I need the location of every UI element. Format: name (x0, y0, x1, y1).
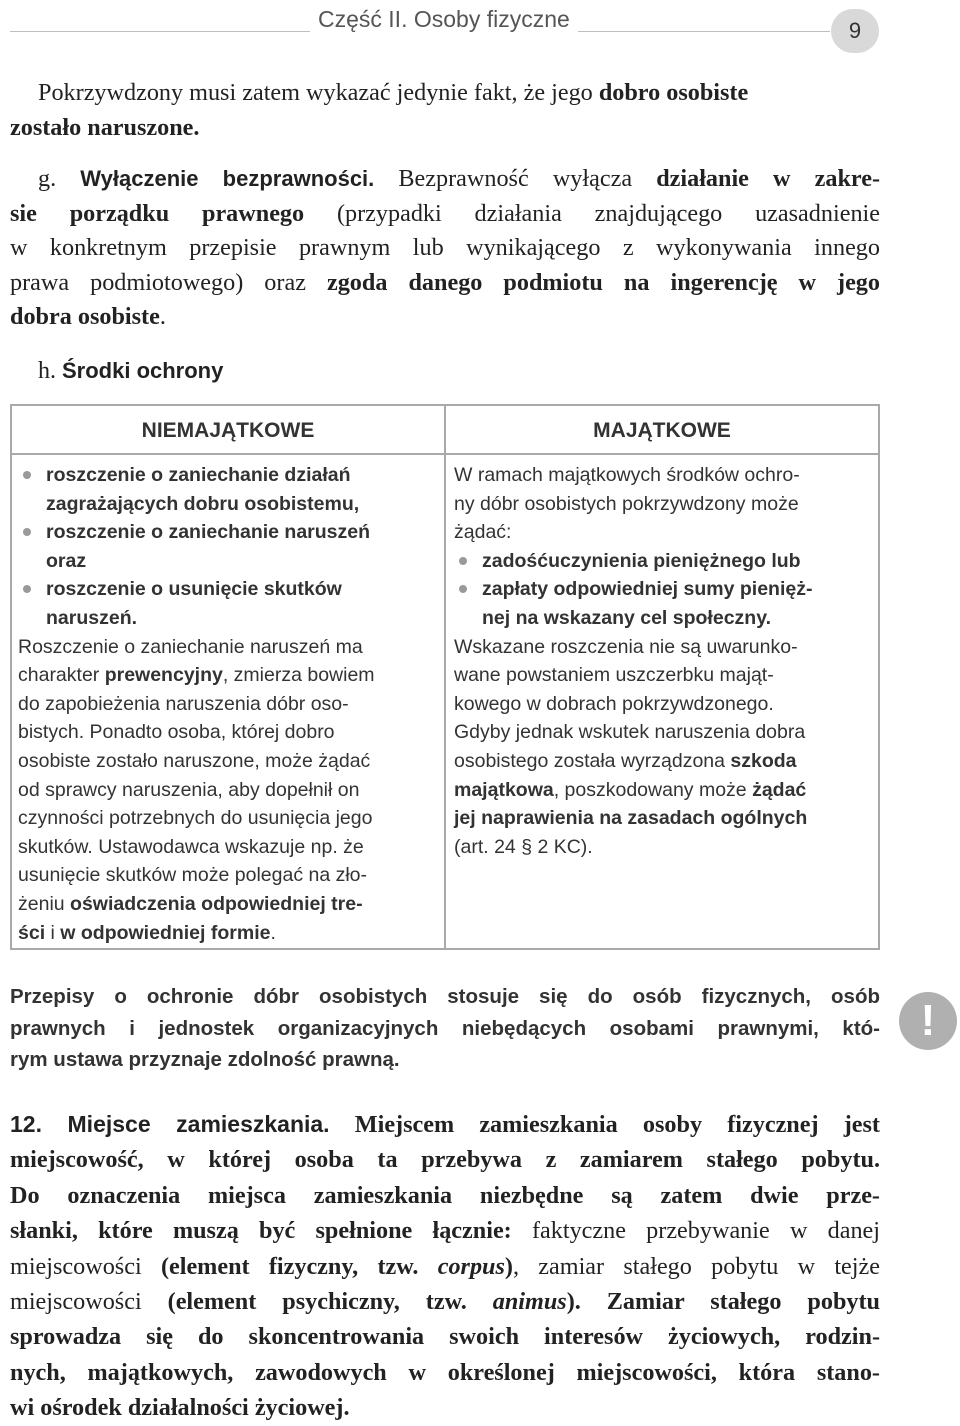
section-g-bold: zgoda danego podmiotu na ingerencję w jego (326, 268, 880, 296)
text-line: od sprawcy naruszenia, aby dopełnił on (18, 778, 360, 801)
page-number: 9 (831, 9, 879, 53)
text-line: osobistego została wyrządzona (454, 749, 731, 772)
section-12-line-1 (10, 1107, 880, 1142)
section-g-text: Bezprawność wyłącza (374, 165, 657, 192)
text-line: skutków. Ustawodawca wskazuje np. że (18, 835, 364, 858)
section-12-line-2 (10, 1142, 880, 1177)
property-intro (454, 461, 870, 547)
section-12-italic: animus (492, 1288, 567, 1316)
text-line: Roszczenie o zaniechanie naruszeń ma (18, 635, 363, 658)
section-12-bold: ). Zamiar stałego pobytu (566, 1288, 880, 1316)
section-12-line-5 (10, 1249, 880, 1284)
section-12-line-7 (10, 1319, 880, 1354)
section-g-line-3: w konkretnym przepisie prawnym lub wynikającego z wykonywania innego (10, 234, 880, 261)
text-line: Wskazane roszczenia nie są uwarunko- (454, 635, 798, 658)
section-g-paragraph (10, 162, 880, 335)
text-bold: szkoda (730, 749, 797, 772)
table-column-non-property (18, 461, 430, 947)
table-header-non-property: NIEMAJĄTKOWE (141, 419, 315, 442)
text-line: . (270, 921, 276, 944)
section-g-label: g. (38, 165, 81, 192)
section-g-line-5 (10, 300, 880, 335)
section-12-bold: (element psychiczny, tzw. (167, 1288, 493, 1316)
section-12-bold: miejscowość, w której osoba ta przebywa z zamiarem stałego pobytu. (10, 1146, 880, 1174)
list-item-text: roszczenie o zaniechanie naruszeń (46, 521, 371, 544)
text-line: ny dóbr osobistych pokrzywdzony może (454, 492, 799, 515)
table-column-divider (444, 406, 446, 948)
property-description (454, 633, 870, 862)
note-line: Przepisy o ochronie dóbr osobistych stosuje się do osób fizycznych, osób (10, 985, 880, 1008)
text-bold: majątkowa (454, 778, 554, 801)
section-12-text: , zamiar stałego pobytu w tejże (512, 1252, 880, 1280)
intro-paragraph (10, 76, 880, 145)
text-line: żeniu (18, 892, 71, 915)
protection-measures-table (10, 404, 880, 950)
section-12-text: miejscowości (10, 1252, 161, 1280)
section-g-line-4 (10, 266, 880, 301)
non-property-claims-list (18, 461, 430, 633)
section-12-bold: Do oznaczenia miejsca zamieszkania niezbędne są zatem dwie prze- (10, 1181, 880, 1209)
list-item (18, 461, 430, 518)
list-item-text: roszczenie o zaniechanie działań (46, 464, 351, 486)
text-line: osobiste zostało naruszone, może żądać (18, 749, 371, 772)
section-12-line-3 (10, 1178, 880, 1213)
intro-bold-2: zostało naruszone. (10, 113, 200, 141)
table-header-property: MAJĄTKOWE (593, 419, 731, 442)
section-12-title: Miejsce zamieszkania. (67, 1111, 330, 1137)
list-item-text: nej na wskazany cel społeczny. (482, 606, 772, 629)
section-12-line-9 (10, 1390, 880, 1425)
list-item-text: roszczenie o usunięcie skutków (46, 578, 342, 601)
section-g-bold: działanie w zakre- (656, 165, 881, 192)
bullet-icon (459, 585, 467, 593)
list-item-text: zagrażających dobru osobistemu, (46, 492, 360, 515)
bullet-icon (23, 528, 31, 536)
exclamation-icon: ! (899, 992, 957, 1050)
section-g-text: . (159, 303, 166, 330)
section-12-bold: słanki, które muszą być spełnione łącznie: (10, 1217, 512, 1245)
list-item (18, 575, 430, 632)
text-line: W ramach majątkowych środków ochro- (454, 464, 800, 486)
text-line: żądać: (454, 521, 512, 544)
section-12-bold: wi ośrodek działalności życiowej. (10, 1394, 350, 1422)
list-item (454, 547, 870, 576)
text-line: i (45, 921, 61, 944)
list-item-text: zapłaty odpowiedniej sumy pienięż- (482, 578, 813, 601)
section-12-number: 12. (10, 1111, 68, 1137)
non-property-description (18, 633, 430, 948)
legal-note (10, 981, 880, 1076)
section-g-line-2 (10, 197, 880, 232)
text-line: , zmierza bowiem (222, 664, 375, 687)
table-column-property (454, 461, 870, 861)
section-12-line-6 (10, 1284, 880, 1319)
section-12-text: faktyczne przebywanie w danej (511, 1217, 881, 1245)
text-line: (art. 24 § 2 KC). (454, 835, 593, 858)
text-line: kowego w dobrach pokrzywdzonego. (454, 692, 774, 715)
text-line: wane powstaniem uszczerbku mająt- (454, 664, 774, 687)
running-header: Część II. Osoby fizyczne (310, 6, 578, 33)
section-g-line-1 (10, 162, 880, 197)
list-item-text: zadośćuczynienia pieniężnego lub (482, 549, 801, 572)
text-line: Gdyby jednak wskutek naruszenia dobra (454, 721, 806, 744)
text-line: bistych. Ponadto osoba, której dobro (18, 721, 335, 744)
section-g-bold: dobra osobiste (10, 303, 160, 330)
section-12-bold: (element fizyczny, tzw. (160, 1252, 438, 1280)
list-item (18, 518, 430, 575)
property-claims-list (454, 547, 870, 633)
text-line: charakter (18, 664, 105, 687)
section-g-text: (przypadki działania znajdującego uzasadnienie (304, 199, 880, 227)
section-12-bold: sprowadza się do skoncentrowania swoich interesów życiowych, rodzin- (10, 1323, 880, 1351)
bullet-icon (459, 557, 467, 565)
text-line: czynności potrzebnych do usunięcia jego (18, 807, 373, 830)
section-12-line-8 (10, 1355, 880, 1390)
text-line: usunięcie skutków może polegać na zło- (18, 864, 368, 887)
bullet-icon (23, 585, 31, 593)
section-h-title: Środki ochrony (62, 358, 224, 383)
section-g-text: prawa podmiotowego) oraz (10, 268, 327, 296)
section-12-bold: ) (504, 1252, 513, 1280)
section-12-text: miejscowości (10, 1288, 168, 1316)
section-12-bold: Miejscem zamieszkania osoby fizycznej jest (329, 1111, 880, 1138)
list-item-text: oraz (46, 549, 87, 572)
text-line: , poszkodowany może (553, 778, 753, 801)
text-bold: żądać (752, 778, 807, 801)
section-g-bold: sie porządku prawnego (10, 199, 305, 227)
section-12-line-4 (10, 1213, 880, 1248)
section-h-heading (38, 356, 223, 386)
section-12-italic: corpus (437, 1252, 505, 1280)
text-line: do zapobieżenia naruszenia dóbr oso- (18, 692, 349, 715)
text-bold: w odpowiedniej formie (60, 921, 271, 944)
section-12-paragraph (10, 1107, 880, 1426)
section-h-label: h. (38, 358, 62, 384)
section-12-bold: nych, majątkowych, zawodowych w określonej miejscowości, która stano- (10, 1358, 880, 1386)
text-bold: ści (18, 921, 46, 944)
note-line: rym ustawa przyznaje zdolność prawną. (10, 1048, 400, 1071)
text-bold: oświadczenia odpowiedniej tre- (70, 892, 363, 915)
text-bold: prewencyjny (104, 664, 223, 687)
bullet-icon (23, 471, 31, 479)
intro-bold: dobro osobiste (598, 79, 749, 106)
list-item (454, 575, 870, 632)
table-header-divider (12, 453, 878, 455)
intro-text: Pokrzywdzony musi zatem wykazać jedynie fakt, że jego (38, 79, 599, 106)
list-item-text: naruszeń. (46, 606, 138, 629)
section-g-title: Wyłączenie bezprawności. (80, 166, 375, 191)
note-line: prawnych i jednostek organizacyjnych niebędących osobami prawnymi, któ- (10, 1016, 880, 1040)
text-bold: jej naprawienia na zasadach ogólnych (454, 807, 808, 830)
